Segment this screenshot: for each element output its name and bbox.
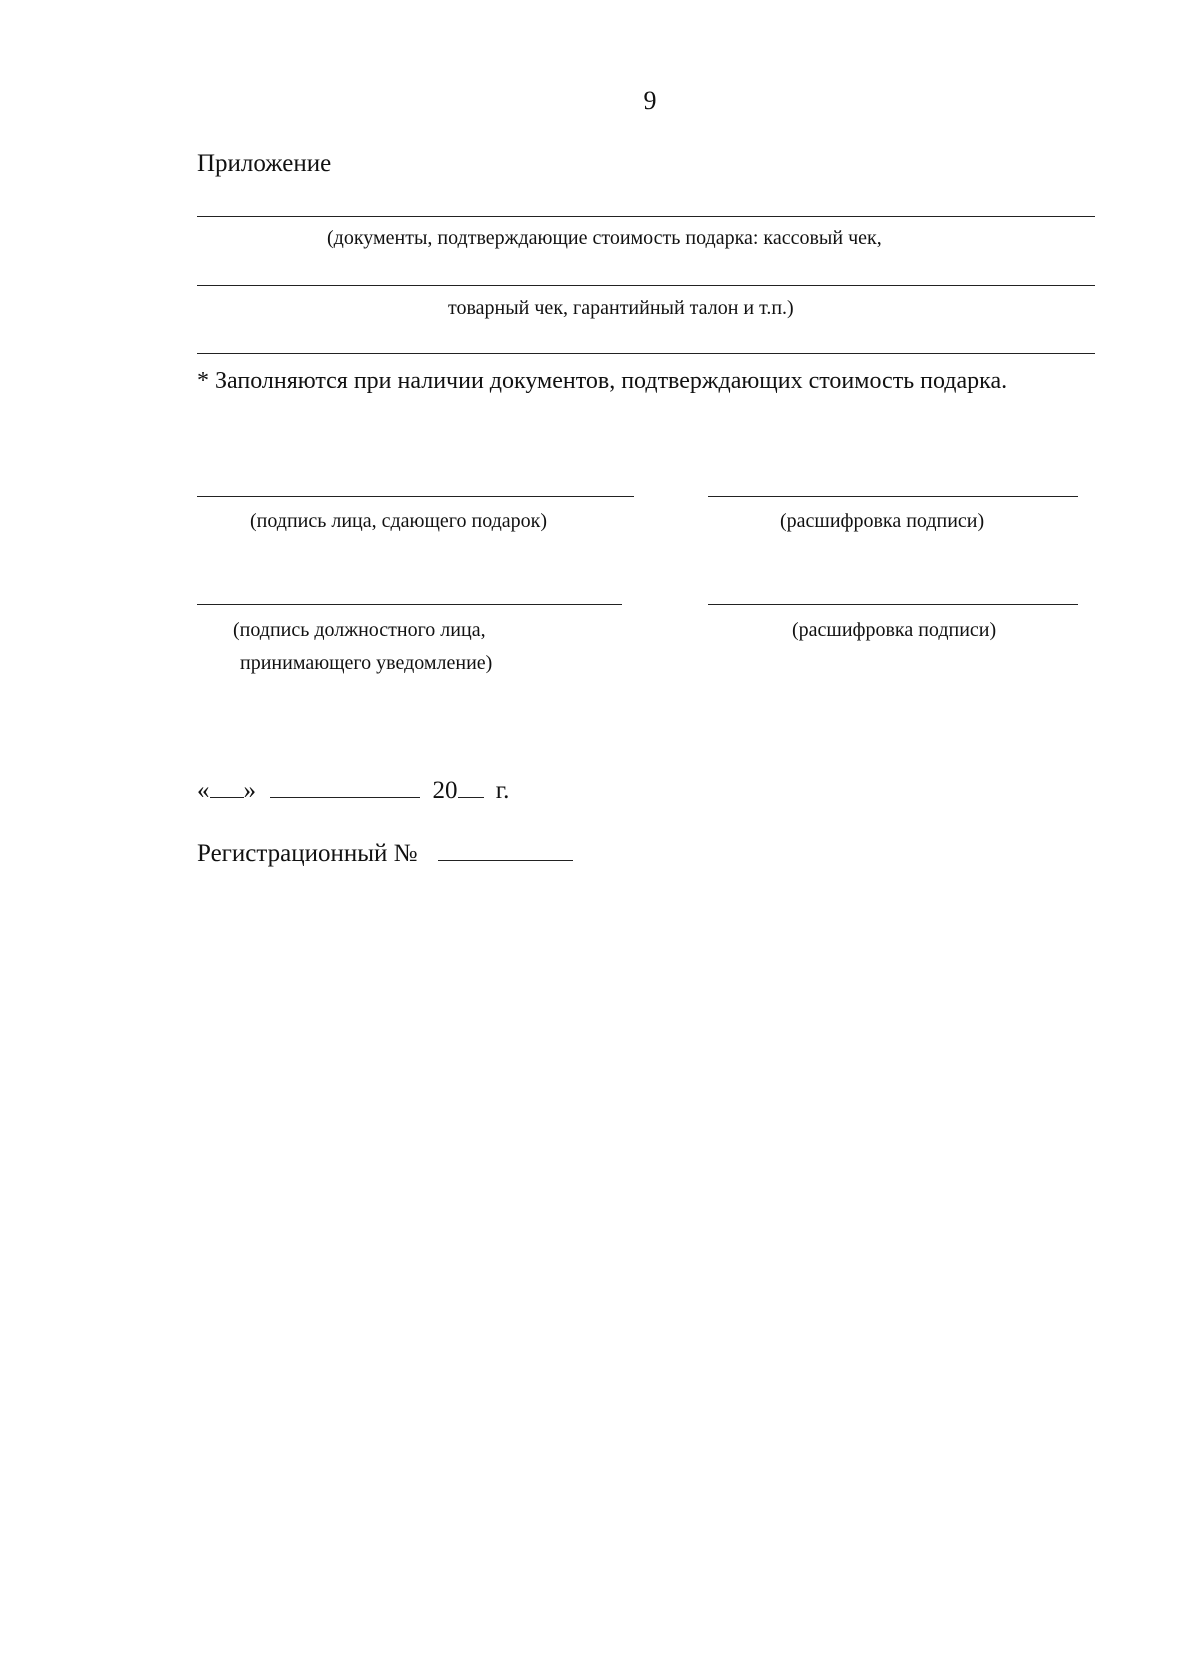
registration-row — [197, 838, 573, 868]
month-blank[interactable] — [270, 775, 420, 798]
giver-signature-line — [197, 496, 634, 497]
registration-label: Регистрационный № — [197, 840, 418, 867]
official-decode-line — [708, 604, 1078, 605]
attachment-caption-2: товарный чек, гарантийный талон и т.п.) — [448, 297, 794, 319]
attachment-line-2 — [197, 285, 1095, 286]
day-blank[interactable] — [210, 775, 244, 798]
official-signature-caption-2: принимающего уведомление) — [240, 652, 493, 674]
date-open-quote: « — [197, 777, 210, 804]
attachment-caption-1: (документы, подтверждающие стоимость подарка: кассовый чек, — [327, 227, 882, 249]
year-prefix: 20 — [432, 777, 458, 804]
footnote: * Заполняются при наличии документов, подтверждающих стоимость подарка. — [197, 368, 1008, 394]
official-decode-caption: (расшифровка подписи) — [792, 619, 997, 641]
attachment-line-3 — [197, 353, 1095, 354]
year-suffix: г. — [495, 777, 510, 804]
date-close-quote: » — [243, 777, 256, 804]
page-number: 9 — [643, 86, 657, 115]
giver-decode-line — [708, 496, 1078, 497]
giver-signature-caption: (подпись лица, сдающего подарок) — [250, 510, 548, 532]
registration-number-blank[interactable] — [438, 838, 573, 861]
official-signature-line — [197, 604, 622, 605]
giver-decode-caption: (расшифровка подписи) — [780, 510, 985, 532]
date-row — [197, 775, 509, 805]
attachment-line-1 — [197, 216, 1095, 217]
year-blank[interactable] — [458, 775, 484, 798]
appendix-heading: Приложение — [197, 150, 332, 177]
official-signature-caption-1: (подпись должностного лица, — [233, 619, 486, 641]
